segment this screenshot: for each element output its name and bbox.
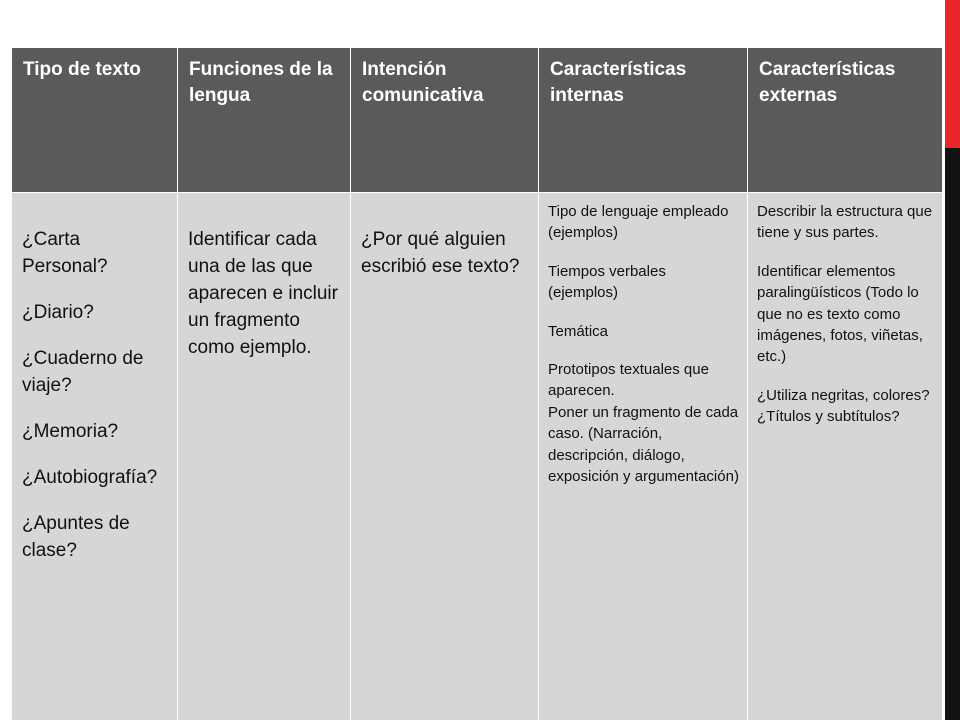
accent-bar-red xyxy=(945,0,960,148)
header-caracteristicas-externas: Características externas xyxy=(748,48,943,193)
header-tipo-de-texto: Tipo de texto xyxy=(12,48,178,193)
text-type-item: ¿Cuaderno de viaje? xyxy=(22,348,144,396)
external-item: ¿Utiliza negritas, colores? ¿Títulos y subtítulos? xyxy=(757,386,930,426)
funciones-text: Identificar cada una de las que aparecen e incluir un fragmento como ejemplo. xyxy=(188,229,338,358)
cell-tipo-de-texto xyxy=(12,193,178,720)
cell-funciones-lengua xyxy=(178,193,351,720)
header-caracteristicas-internas: Características internas xyxy=(539,48,748,193)
cell-intencion-comunicativa xyxy=(351,193,539,720)
external-item: Identificar elementos paralingüísticos (Todo lo que no es texto como imágenes, fotos, viñetas, etc.) xyxy=(757,262,923,366)
internal-item: Tipo de lenguaje empleado (ejemplos) xyxy=(548,203,729,242)
intencion-text: ¿Por qué alguien escribió ese texto? xyxy=(361,229,520,277)
text-analysis-table xyxy=(11,47,943,720)
cell-caracteristicas-internas xyxy=(539,193,748,720)
text-type-item: ¿Autobiografía? xyxy=(22,467,158,488)
internal-item: Tiempos verbales (ejemplos) xyxy=(548,262,666,302)
external-item: Describir la estructura que tiene y sus partes. xyxy=(757,203,933,242)
accent-bar-black xyxy=(945,148,960,720)
text-type-item: ¿Apuntes de clase? xyxy=(22,513,130,561)
text-type-item: ¿Diario? xyxy=(22,302,94,323)
header-funciones-lengua: Funciones de la lengua xyxy=(178,48,351,193)
internal-item: Poner un fragmento de cada caso. (Narración, descripción, diálogo, exposición y argumentación) xyxy=(548,403,739,486)
table-header-row xyxy=(12,48,943,193)
internal-item: Temática xyxy=(548,322,609,340)
cell-caracteristicas-externas xyxy=(748,193,943,720)
header-intencion-comunicativa: Intención comunicativa xyxy=(351,48,539,193)
text-type-item: ¿Carta Personal? xyxy=(22,229,108,277)
text-type-item: ¿Memoria? xyxy=(22,421,119,442)
internal-item: Prototipos textuales que aparecen. xyxy=(548,361,709,400)
table-row xyxy=(12,193,943,720)
